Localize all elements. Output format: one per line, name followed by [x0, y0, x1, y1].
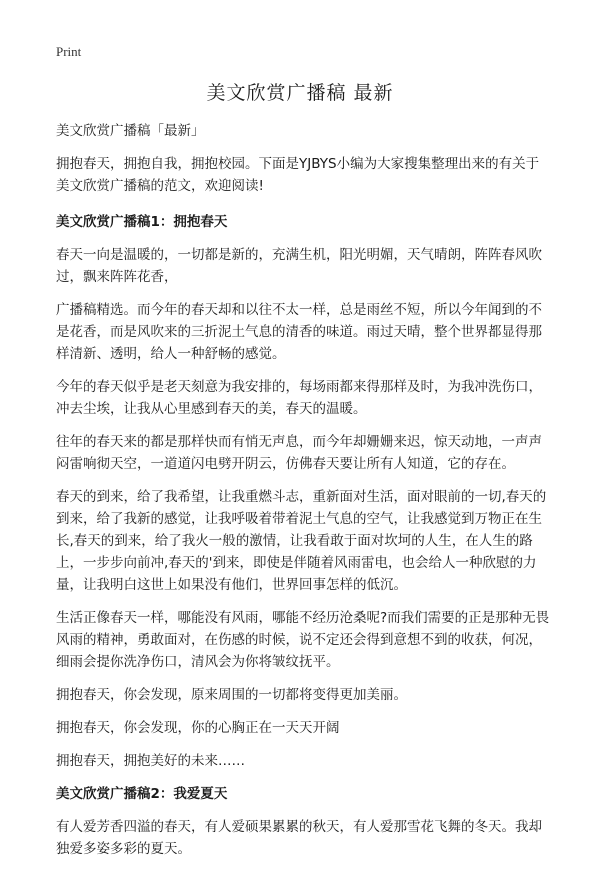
- article-body: [56, 120, 552, 871]
- section-1-heading: 美文欣赏广播稿1：拥抱春天: [56, 214, 228, 230]
- section-1-paragraph: 拥抱春天，你会发现，你的心胸正在一天天开阔: [56, 720, 340, 736]
- article-intro: 拥抱春天，拥抱自我，拥抱校园。下面是YJBYS小编为大家搜集整理出来的有关于美文欣赏广播稿的范文，欢迎阅读!: [56, 156, 540, 194]
- page-title: 美文欣赏广播稿 最新: [206, 82, 394, 104]
- section-2-heading: 美文欣赏广播稿2：我爱夏天: [56, 786, 228, 802]
- section-1-paragraph: 往年的春天来的都是那样快而有悄无声息，而今年却姗姗来迟，惊天动地，一声声闷雷响彻天空，一道道闪电劈开阴云，仿佛春天要让所有人知道，它的存在。: [56, 434, 542, 472]
- article-subtitle: 美文欣赏广播稿「最新」: [56, 123, 205, 139]
- section-1-paragraph: 广播稿精选。而今年的春天却和以往不太一样，总是雨丝不短，所以今年闻到的不是花香，而是风吹来的三折泥土气息的清香的味道。雨过天晴，整个世界都显得那样清新、透明，给人一种舒畅的感觉。: [56, 302, 542, 362]
- section-1-paragraph: 春天一向是温暖的，一切都是新的，充满生机，阳光明媚，天气晴朗，阵阵春风吹过，飘来阵阵花香，: [56, 247, 542, 285]
- print-link[interactable]: Print: [56, 44, 82, 59]
- section-1-paragraph: 今年的春天似乎是老天刻意为我安排的，每场雨都来得那样及时，为我冲洗伤口，冲去尘埃，让我从心里感到春天的美，春天的温暖。: [56, 379, 542, 417]
- section-1-paragraph: 春天的到来，给了我希望，让我重燃斗志，重新面对生活，面对眼前的一切,春天的到来，给了我新的感觉，让我呼吸着带着泥土气息的空气，让我感觉到万物正在生长,春天的到来，给了我火一般的激情，让我看敢于面对坎坷的人生，在人生的路上，一步步向前冲,春天的'到来，即使是伴随着风雨雷电，也会给人一种欣慰的力量，让我明白这世上如果没有他们，世界回事怎样的低沉。: [56, 489, 547, 593]
- section-1-paragraph: 拥抱春天，拥抱美好的未来……: [56, 753, 245, 769]
- section-1-paragraph: 拥抱春天，你会发现，原来周围的一切都将变得更加美丽。: [56, 687, 407, 703]
- section-1-paragraph: 生活正像春天一样，哪能没有风雨，哪能不经历沧桑呢?而我们需要的正是那种无畏风雨的精神，勇敢面对，在伤感的时候，说不定还会得到意想不到的收获，何况，细雨会提你洗净伤口，清风会为你将皱纹抚平。: [56, 610, 550, 670]
- section-2-paragraph: 有人爱芳香四溢的春天，有人爱硕果累累的秋天，有人爱那雪花飞舞的冬天。我却独爱多姿多彩的夏天。: [56, 819, 542, 857]
